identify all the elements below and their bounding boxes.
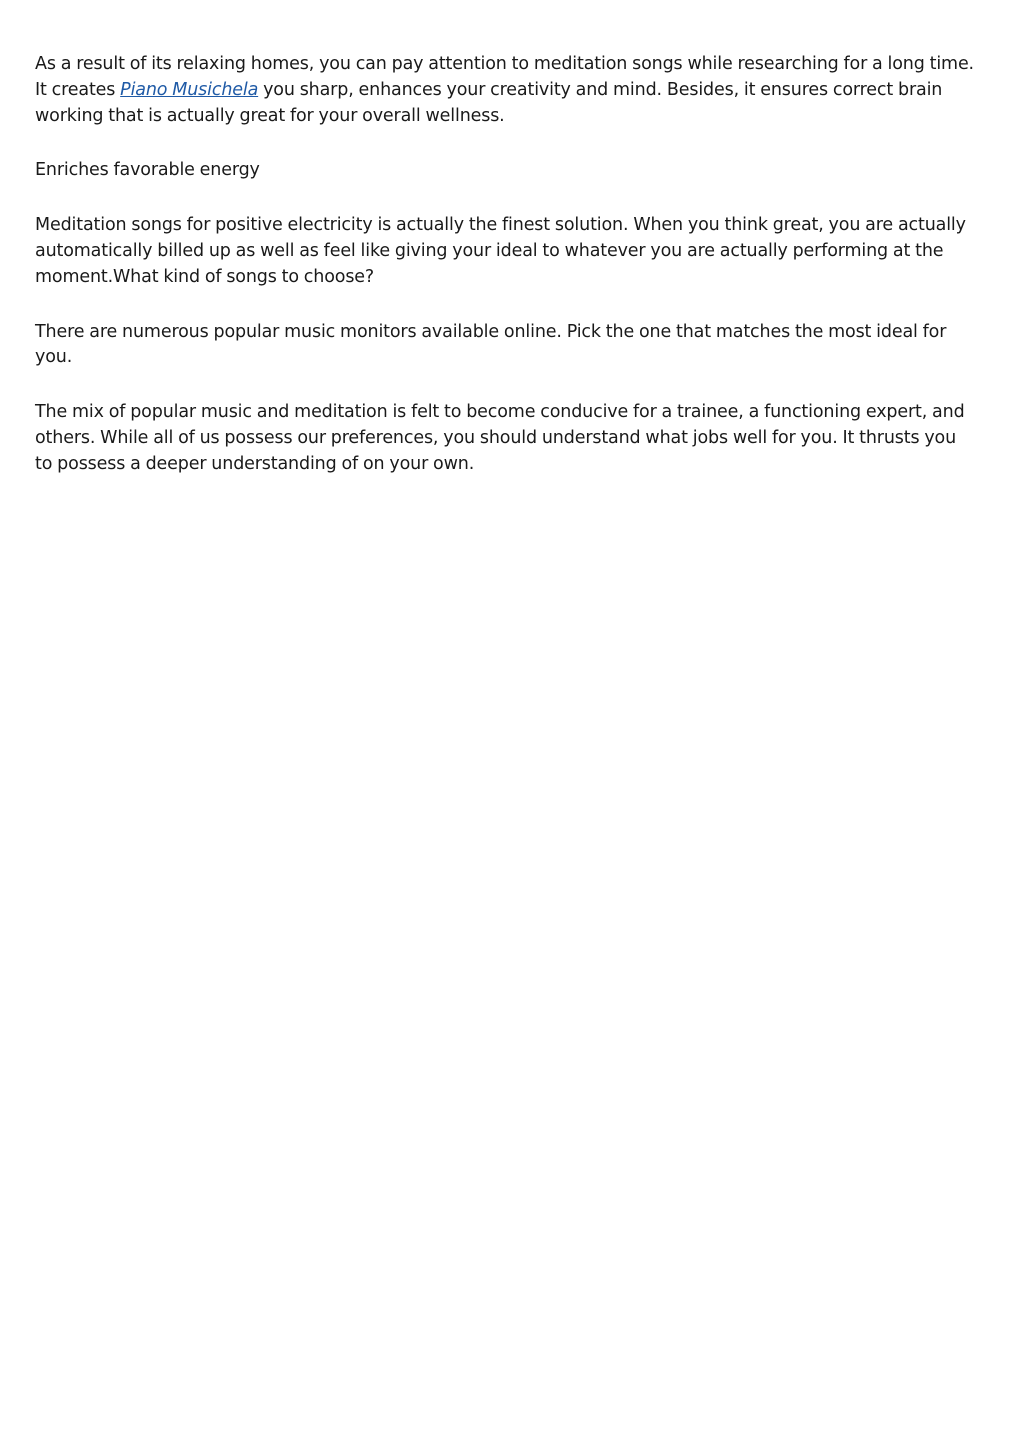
paragraph-intro-text-before: As a result of its relaxing homes, you can pay attention to meditation songs while researching for a long time. It creates xyxy=(35,54,974,100)
piano-musichela-link[interactable]: Piano Musichela xyxy=(120,79,259,100)
paragraph-music-monitors: There are numerous popular music monitors available online. Pick the one that matches the most ideal for you. xyxy=(35,321,947,368)
paragraph-mix-music-meditation: The mix of popular music and meditation is felt to become conducive for a trainee, a functioning expert, and others. While all of us possess our preferences, you should understand what jobs well for you. It thrusts you to possess a deeper understanding of on your own. xyxy=(35,402,965,474)
paragraph-positive-electricity: Meditation songs for positive electricity is actually the finest solution. When you think great, you are actually automatically billed up as well as feel like giving your ideal to whatever you are actually performing at the moment.What kind of songs to choose? xyxy=(35,215,966,287)
paragraph-intro xyxy=(35,52,975,129)
paragraph-intro-text-after: you sharp, enhances your creativity and mind. Besides, it ensures correct brain working that is actually great for your overall wellness. xyxy=(35,79,943,126)
paragraph-heading-energy: Enriches favorable energy xyxy=(35,160,260,181)
document-body xyxy=(35,52,975,507)
